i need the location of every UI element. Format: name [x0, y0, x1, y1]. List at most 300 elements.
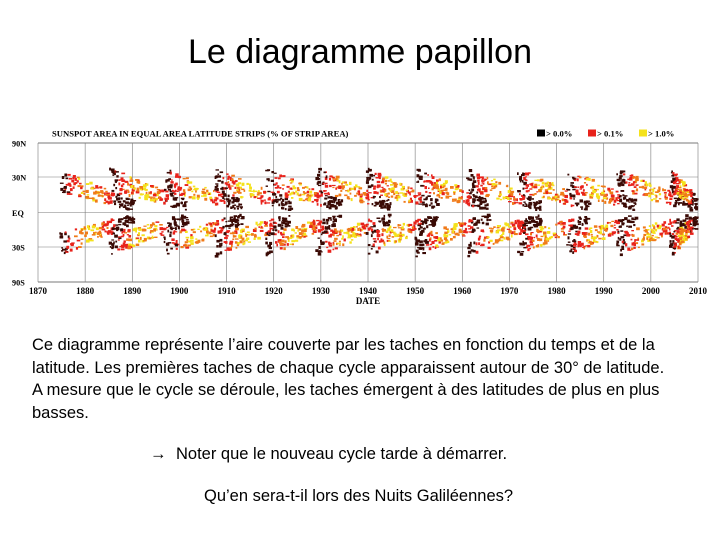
sunspot-mark	[287, 186, 290, 188]
sunspot-mark	[389, 215, 391, 218]
sunspot-mark	[228, 228, 230, 229]
sunspot-mark	[669, 192, 671, 194]
sunspot-mark	[633, 176, 635, 178]
sunspot-mark	[369, 177, 371, 179]
sunspot-mark	[174, 185, 176, 188]
legend-swatch	[537, 130, 545, 137]
sunspot-mark	[295, 240, 298, 242]
sunspot-mark	[160, 233, 163, 235]
sunspot-mark	[257, 237, 261, 240]
sunspot-mark	[183, 178, 186, 179]
sunspot-mark	[652, 224, 654, 226]
note-line	[150, 443, 670, 465]
sunspot-mark	[493, 186, 495, 189]
sunspot-mark	[621, 248, 624, 250]
sunspot-mark	[590, 230, 592, 233]
sunspot-mark	[225, 241, 228, 244]
sunspot-mark	[395, 191, 398, 194]
sunspot-mark	[633, 224, 635, 226]
sunspot-mark	[75, 228, 77, 230]
sunspot-mark	[112, 227, 115, 230]
sunspot-mark	[526, 173, 529, 176]
sunspot-mark	[509, 188, 512, 190]
sunspot-mark	[373, 175, 375, 177]
sunspot-mark	[323, 183, 325, 185]
sunspot-mark	[553, 185, 555, 187]
sunspot-mark	[649, 183, 651, 185]
sunspot-mark	[508, 195, 510, 198]
sunspot-mark	[92, 225, 96, 228]
sunspot-mark	[263, 191, 266, 194]
sunspot-mark	[689, 189, 692, 191]
sunspot-mark	[167, 197, 169, 200]
sunspot-mark	[279, 175, 282, 178]
sunspot-mark	[299, 232, 302, 235]
sunspot-mark	[592, 190, 596, 193]
sunspot-mark	[274, 184, 277, 186]
sunspot-mark	[455, 188, 458, 190]
sunspot-mark	[626, 234, 630, 236]
sunspot-mark	[292, 243, 294, 245]
sunspot-mark	[651, 199, 654, 201]
sunspot-mark	[62, 176, 65, 179]
sunspot-mark	[241, 189, 244, 191]
sunspot-mark	[69, 178, 73, 180]
sunspot-mark	[268, 198, 271, 200]
sunspot-mark	[534, 184, 537, 187]
sunspot-mark	[538, 218, 542, 220]
sunspot-mark	[459, 189, 462, 192]
sunspot-mark	[691, 220, 693, 222]
sunspot-mark	[332, 177, 335, 178]
sunspot-mark	[191, 229, 194, 231]
sunspot-mark	[561, 231, 564, 233]
sunspot-mark	[429, 247, 432, 250]
sunspot-mark	[89, 182, 92, 185]
sunspot-mark	[170, 206, 174, 207]
sunspot-mark	[409, 200, 411, 202]
sunspot-mark	[435, 236, 438, 239]
sunspot-mark	[318, 171, 320, 173]
sunspot-mark	[424, 173, 427, 175]
sunspot-mark	[433, 225, 435, 227]
sunspot-mark	[527, 249, 529, 251]
sunspot-mark	[317, 193, 319, 195]
sunspot-mark	[694, 220, 698, 222]
sunspot-mark	[686, 191, 689, 193]
sunspot-mark	[304, 229, 307, 232]
sunspot-mark	[330, 234, 333, 236]
sunspot-mark	[113, 233, 116, 235]
sunspot-mark	[339, 245, 341, 246]
sunspot-mark	[81, 229, 83, 231]
sunspot-mark	[272, 229, 274, 231]
sunspot-mark	[261, 187, 263, 190]
sunspot-mark	[487, 177, 489, 180]
sunspot-mark	[339, 233, 342, 235]
sunspot-mark	[119, 204, 123, 206]
sunspot-mark	[585, 177, 588, 179]
sunspot-mark	[60, 183, 64, 184]
sunspot-mark	[497, 225, 499, 227]
sunspot-mark	[364, 232, 366, 234]
sunspot-mark	[398, 196, 401, 199]
x-tick-label: 1880	[76, 286, 95, 296]
legend-swatch	[639, 130, 647, 137]
sunspot-mark	[283, 247, 285, 250]
sunspot-mark	[435, 186, 439, 189]
sunspot-mark	[415, 237, 417, 240]
sunspot-mark	[203, 194, 207, 197]
sunspot-mark	[202, 189, 205, 191]
sunspot-mark	[171, 238, 174, 241]
sunspot-mark	[121, 232, 123, 233]
sunspot-mark	[328, 193, 331, 195]
sunspot-mark	[620, 253, 623, 256]
sunspot-mark	[459, 229, 462, 231]
sunspot-mark	[274, 173, 277, 174]
sunspot-mark	[258, 190, 260, 192]
sunspot-mark	[480, 245, 483, 246]
sunspot-mark	[209, 233, 212, 235]
sunspot-mark	[224, 232, 227, 235]
sunspot-mark	[513, 198, 516, 199]
sunspot-mark	[444, 237, 447, 240]
sunspot-mark	[679, 202, 683, 204]
sunspot-mark	[272, 201, 275, 202]
sunspot-mark	[628, 208, 631, 210]
sunspot-mark	[544, 226, 546, 228]
sunspot-mark	[282, 188, 284, 189]
sunspot-mark	[670, 243, 674, 246]
sunspot-mark	[474, 205, 477, 207]
sunspot-mark	[346, 232, 349, 235]
sunspot-mark	[655, 222, 658, 225]
sunspot-mark	[219, 239, 222, 242]
sunspot-mark	[237, 217, 240, 219]
sunspot-mark	[152, 236, 154, 239]
y-tick-label: 90N	[12, 139, 27, 149]
sunspot-mark	[391, 196, 394, 198]
sunspot-mark	[249, 184, 251, 187]
sunspot-mark	[655, 195, 657, 198]
sunspot-mark	[111, 169, 115, 172]
sunspot-mark	[78, 194, 81, 196]
sunspot-mark	[487, 181, 489, 184]
sunspot-mark	[472, 229, 475, 232]
sunspot-mark	[408, 192, 411, 194]
sunspot-mark	[442, 192, 445, 195]
sunspot-mark	[193, 194, 195, 196]
sunspot-mark	[66, 178, 69, 180]
sunspot-mark	[425, 222, 427, 224]
sunspot-mark	[383, 188, 385, 190]
sunspot-mark	[559, 200, 561, 203]
sunspot-mark	[531, 232, 534, 233]
sunspot-mark	[377, 181, 380, 183]
sunspot-mark	[525, 233, 529, 235]
sunspot-mark	[630, 206, 632, 207]
sunspot-mark	[577, 193, 580, 196]
sunspot-mark	[111, 253, 113, 255]
sunspot-mark	[427, 195, 431, 197]
sunspot-mark	[551, 236, 553, 238]
sunspot-mark	[186, 177, 189, 179]
sunspot-mark	[435, 247, 437, 250]
sunspot-mark	[271, 232, 275, 235]
sunspot-mark	[185, 222, 188, 225]
sunspot-mark	[77, 177, 80, 178]
sunspot-mark	[670, 195, 674, 197]
sunspot-mark	[659, 198, 661, 199]
sunspot-mark	[611, 188, 614, 189]
sunspot-mark	[597, 189, 599, 190]
sunspot-mark	[582, 232, 585, 235]
sunspot-mark	[469, 169, 472, 172]
sunspot-mark	[175, 244, 178, 247]
sunspot-mark	[528, 237, 530, 240]
sunspot-mark	[563, 222, 566, 225]
sunspot-mark	[567, 174, 569, 176]
sunspot-mark	[469, 219, 471, 222]
sunspot-mark	[221, 243, 223, 245]
sunspot-mark	[677, 179, 679, 182]
sunspot-mark	[274, 222, 277, 224]
sunspot-mark	[228, 184, 231, 187]
sunspot-mark	[351, 198, 353, 201]
sunspot-mark	[150, 230, 153, 232]
sunspot-mark	[290, 235, 292, 238]
sunspot-mark	[287, 221, 291, 224]
sunspot-mark	[487, 214, 491, 217]
sunspot-mark	[327, 226, 329, 229]
sunspot-mark	[626, 199, 629, 202]
sunspot-mark	[479, 196, 481, 197]
sunspot-mark	[599, 226, 601, 229]
sunspot-mark	[185, 209, 187, 211]
sunspot-mark	[432, 246, 434, 248]
sunspot-mark	[572, 251, 574, 254]
sunspot-mark	[618, 237, 620, 240]
sunspot-mark	[539, 206, 541, 209]
sunspot-mark	[163, 236, 165, 238]
sunspot-mark	[617, 200, 620, 201]
sunspot-mark	[220, 251, 222, 254]
sunspot-mark	[533, 202, 536, 204]
sunspot-mark	[425, 220, 429, 222]
sunspot-mark	[420, 227, 423, 229]
sunspot-mark	[548, 197, 552, 199]
sunspot-mark	[104, 188, 107, 190]
sunspot-mark	[664, 192, 667, 194]
sunspot-mark	[384, 222, 387, 225]
sunspot-mark	[536, 245, 539, 247]
sunspot-mark	[536, 218, 539, 220]
sunspot-mark	[295, 226, 298, 229]
sunspot-mark	[320, 204, 322, 207]
sunspot-mark	[171, 228, 173, 230]
sunspot-mark	[623, 182, 625, 184]
sunspot-mark	[340, 190, 342, 192]
sunspot-mark	[68, 238, 70, 240]
x-tick-label: 1940	[359, 286, 377, 296]
sunspot-mark	[140, 189, 142, 191]
sunspot-mark	[402, 186, 405, 188]
sunspot-mark	[339, 204, 343, 206]
sunspot-mark	[90, 240, 93, 242]
sunspot-mark	[439, 191, 441, 194]
sunspot-mark	[276, 244, 278, 247]
sunspot-mark	[414, 226, 416, 229]
sunspot-mark	[590, 242, 593, 245]
sunspot-mark	[517, 220, 520, 223]
sunspot-mark	[422, 244, 424, 246]
sunspot-mark	[627, 248, 630, 251]
sunspot-mark	[432, 188, 434, 190]
sunspot-mark	[501, 234, 503, 236]
sunspot-mark	[291, 192, 293, 195]
sunspot-mark	[631, 183, 635, 186]
sunspot-mark	[252, 194, 255, 197]
sunspot-mark	[372, 203, 374, 205]
sunspot-mark	[665, 198, 668, 200]
sunspot-mark	[461, 231, 464, 233]
sunspot-mark	[132, 217, 134, 220]
sunspot-mark	[222, 226, 224, 229]
x-tick-label: 1870	[29, 286, 47, 296]
sunspot-mark	[175, 183, 178, 186]
sunspot-mark	[184, 203, 186, 205]
sunspot-mark	[357, 223, 360, 226]
sunspot-mark	[377, 192, 379, 195]
sunspot-mark	[161, 190, 164, 193]
sunspot-mark	[400, 192, 403, 193]
sunspot-mark	[231, 178, 234, 180]
sunspot-mark	[439, 190, 441, 191]
sunspot-mark	[672, 178, 675, 181]
sunspot-mark	[242, 183, 245, 186]
sunspot-mark	[107, 232, 109, 234]
sunspot-mark	[688, 225, 690, 227]
sunspot-mark	[476, 174, 480, 177]
sunspot-mark	[418, 204, 422, 205]
sunspot-mark	[522, 180, 524, 183]
sunspot-mark	[679, 187, 682, 188]
sunspot-mark	[250, 196, 252, 197]
sunspot-mark	[258, 226, 260, 228]
sunspot-mark	[261, 226, 263, 228]
sunspot-mark	[530, 197, 532, 198]
sunspot-mark	[308, 198, 311, 201]
sunspot-mark	[319, 221, 322, 224]
sunspot-mark	[519, 233, 522, 234]
sunspot-mark	[579, 227, 581, 230]
sunspot-mark	[541, 236, 544, 237]
sunspot-mark	[623, 206, 625, 208]
sunspot-mark	[682, 203, 686, 206]
sunspot-mark	[128, 191, 130, 194]
sunspot-mark	[218, 194, 221, 197]
sunspot-mark	[87, 194, 90, 195]
sunspot-mark	[67, 191, 71, 193]
legend-label: > 1.0%	[648, 128, 675, 139]
sunspot-mark	[177, 218, 180, 220]
sunspot-mark	[261, 200, 264, 203]
sunspot-mark	[217, 192, 221, 193]
sunspot-mark	[168, 189, 171, 191]
sunspot-mark	[178, 176, 181, 178]
sunspot-mark	[679, 222, 682, 225]
sunspot-mark	[379, 196, 381, 198]
sunspot-mark	[137, 188, 139, 191]
sunspot-mark	[333, 218, 335, 220]
sunspot-mark	[285, 208, 287, 210]
sunspot-mark	[172, 190, 174, 192]
sunspot-mark	[427, 235, 430, 237]
sunspot-mark	[682, 192, 685, 193]
sunspot-mark	[288, 215, 290, 217]
sunspot-mark	[326, 222, 328, 225]
sunspot-mark	[695, 205, 697, 206]
sunspot-mark	[215, 191, 217, 193]
sunspot-mark	[385, 183, 387, 185]
sunspot-mark	[497, 229, 501, 231]
sunspot-mark	[500, 240, 503, 242]
sunspot-mark	[236, 198, 240, 201]
sunspot-mark	[435, 232, 438, 234]
sunspot-mark	[366, 232, 369, 235]
sunspot-mark	[582, 247, 584, 249]
sunspot-mark	[299, 184, 302, 185]
sunspot-mark	[601, 192, 605, 194]
sunspot-mark	[435, 244, 438, 246]
sunspot-mark	[190, 240, 194, 242]
sunspot-mark	[119, 218, 123, 220]
sunspot-mark	[572, 185, 574, 186]
sunspot-mark	[74, 182, 76, 185]
sunspot-mark	[236, 206, 239, 208]
sunspot-mark	[695, 208, 698, 211]
sunspot-mark	[467, 255, 470, 257]
sunspot-mark	[418, 198, 422, 200]
sunspot-mark	[588, 233, 590, 236]
sunspot-mark	[335, 218, 337, 220]
sunspot-mark	[230, 233, 233, 235]
sunspot-mark	[234, 235, 237, 237]
sunspot-mark	[579, 176, 582, 178]
sunspot-mark	[291, 180, 293, 182]
sunspot-mark	[312, 233, 315, 235]
sunspot-mark	[409, 224, 413, 226]
sunspot-mark	[177, 188, 179, 190]
sunspot-mark	[393, 193, 395, 195]
y-tick-label: 90S	[12, 278, 25, 288]
sunspot-mark	[573, 198, 575, 199]
sunspot-mark	[484, 198, 487, 200]
sunspot-mark	[336, 235, 339, 236]
sunspot-mark	[167, 230, 169, 233]
sunspot-mark	[477, 227, 480, 228]
sunspot-mark	[482, 222, 485, 224]
sunspot-mark	[669, 219, 671, 222]
sunspot-mark	[334, 228, 337, 230]
sunspot-mark	[619, 225, 621, 227]
sunspot-mark	[446, 196, 450, 199]
sunspot-mark	[427, 174, 429, 176]
sunspot-mark	[571, 249, 573, 251]
sunspot-mark	[287, 243, 289, 246]
sunspot-mark	[369, 174, 373, 177]
